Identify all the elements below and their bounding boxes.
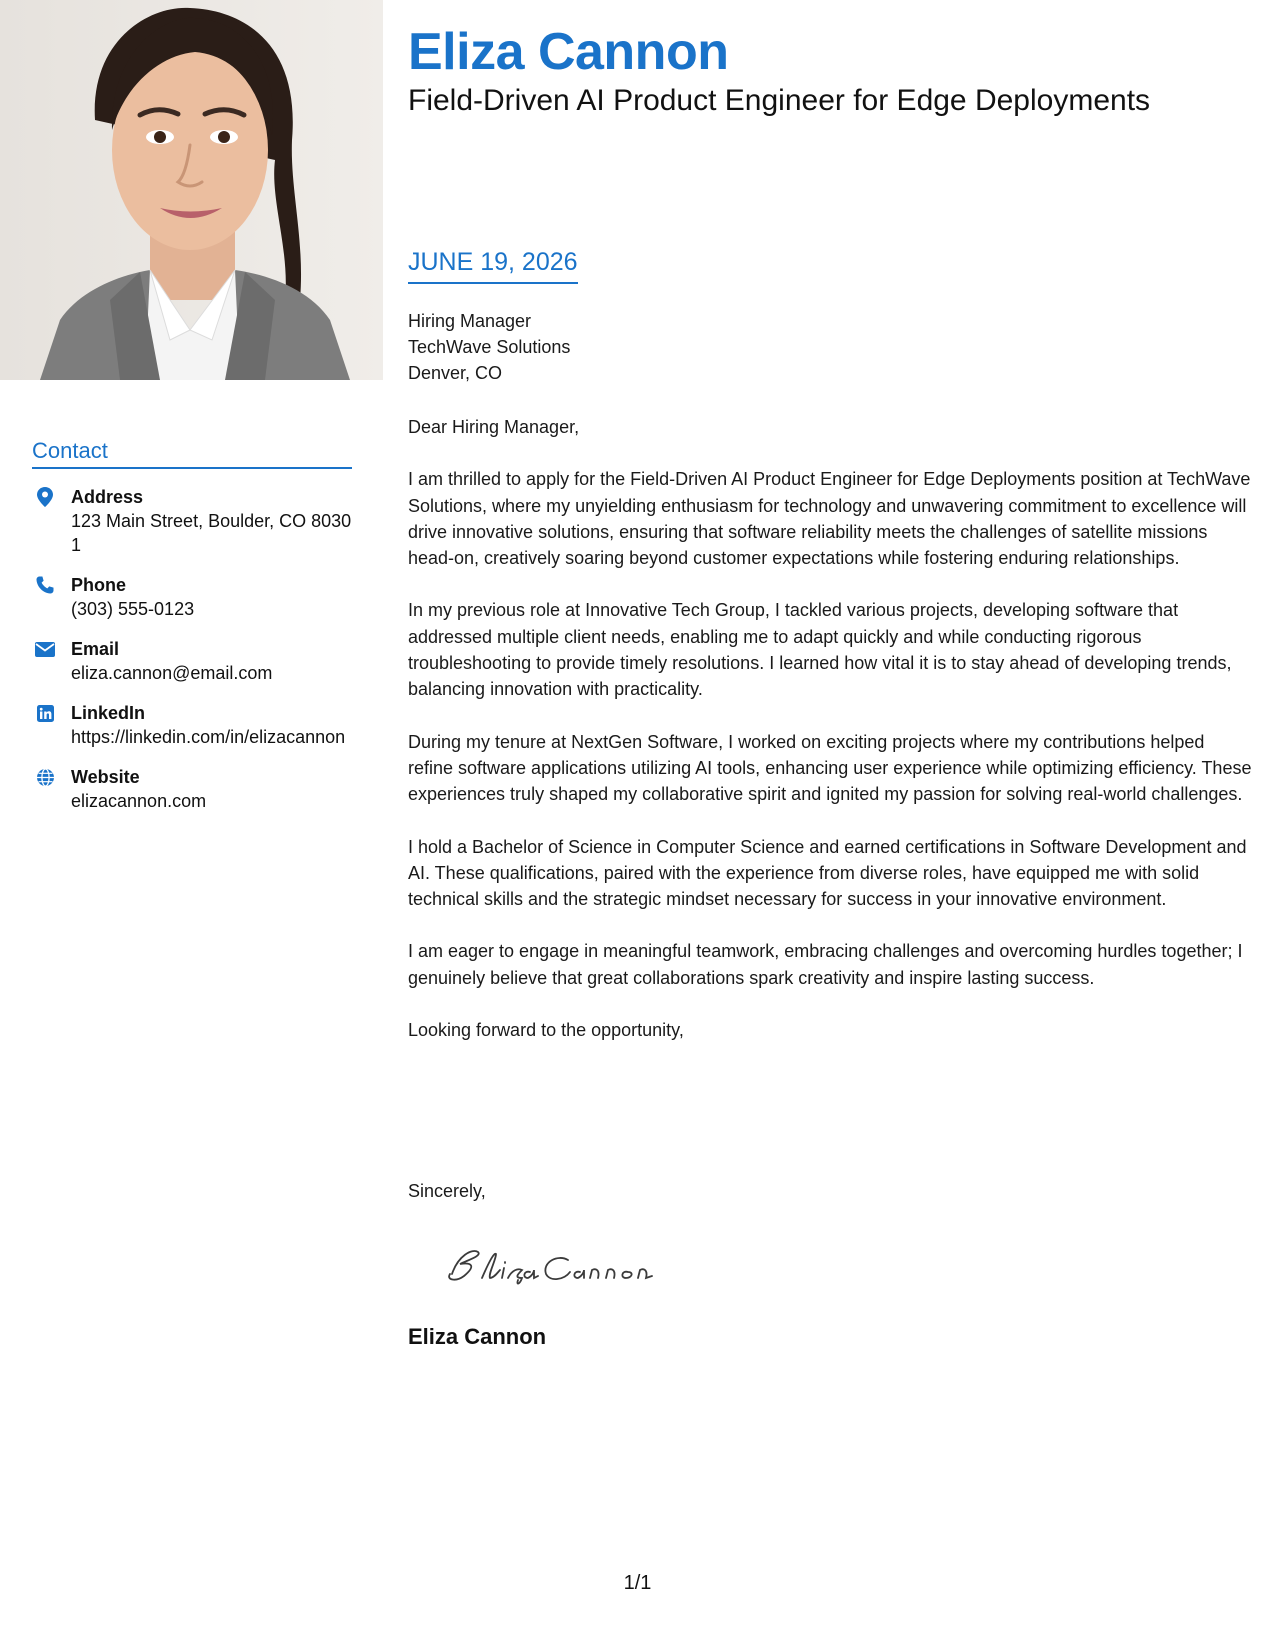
linkedin-value[interactable]: https://linkedin.com/in/elizacannon — [71, 727, 346, 747]
body-paragraph: I am thrilled to apply for the Field-Driven AI Product Engineer for Edge Deployments position at TechWave Solutions, where my unyielding enthusiasm for technology and unwavering commitment to excellence will drive innovative solutions, ensuring that software reliability meets the challenges of satellite missions head-on, creatively soaring beyond customer expectations while fostering enduring relationships. — [408, 469, 1251, 569]
contact-item-website — [32, 765, 352, 813]
closing: Sincerely, — [408, 1181, 486, 1201]
contact-item-phone — [32, 573, 352, 621]
map-pin-icon — [35, 487, 55, 507]
address-value: 123 Main Street, Boulder, CO 80301 — [71, 511, 352, 555]
salutation: Dear Hiring Manager, — [408, 417, 580, 437]
body-paragraph: During my tenure at NextGen Software, I worked on exciting projects where my contributions helped refine software applications utilizing AI tools, enhancing user experience while optimizing efficiency. These experiences truly shaped my collaborative spirit and ignited my passion for solving real-world challenges. — [408, 731, 1252, 805]
contact-item-email — [32, 637, 352, 685]
recipient-line: Denver, CO — [408, 363, 503, 383]
profile-photo — [0, 0, 383, 380]
recipient-line: TechWave Solutions — [408, 337, 571, 357]
globe-icon — [35, 767, 55, 787]
website-value[interactable]: elizacannon.com — [71, 791, 207, 811]
body-paragraph: In my previous role at Innovative Tech Group, I tackled various projects, developing software that addressed multiple client needs, enabling me to adapt quickly and while conducting rigorous troubleshooting to provide timely resolutions. I learned how vital it is to stay ahead of developing trends, balancing innovation with practicality. — [408, 600, 1232, 700]
applicant-name: Eliza Cannon — [408, 23, 729, 81]
body-paragraph: Looking forward to the opportunity, — [408, 1020, 684, 1041]
contact-item-address — [32, 485, 352, 557]
portrait-illustration — [0, 0, 383, 380]
recipient-block — [408, 308, 570, 386]
signer-name: Eliza Cannon — [408, 1324, 547, 1349]
email-label: Email — [71, 639, 120, 659]
envelope-icon — [35, 639, 55, 659]
page-number: 1/1 — [623, 1572, 652, 1594]
phone-value: (303) 555-0123 — [71, 599, 195, 619]
email-value[interactable]: eliza.cannon@email.com — [71, 663, 273, 683]
letter-date: JUNE 19, 2026 — [408, 248, 578, 284]
linkedin-label: LinkedIn — [71, 703, 146, 723]
website-label: Website — [71, 767, 140, 787]
job-title: Field-Driven AI Product Engineer for Edge Deployments — [408, 84, 1151, 117]
contact-title: Contact — [32, 438, 352, 469]
phone-icon — [35, 575, 55, 595]
handwritten-signature — [438, 1236, 678, 1296]
body-paragraph: I hold a Bachelor of Science in Computer Science and earned certifications in Software Development and AI. These qualifications, paired with the experience from diverse roles, have equipped me with solid technical skills and the strategic mindset necessary for success in your innovative environment. — [408, 836, 1247, 910]
phone-label: Phone — [71, 575, 127, 595]
body-paragraph: I am eager to engage in meaningful teamwork, embracing challenges and overcoming hurdles together; I genuinely believe that great collaborations spark creativity and inspire lasting success. — [408, 941, 1243, 988]
contact-item-linkedin — [32, 701, 352, 749]
recipient-line: Hiring Manager — [408, 311, 532, 331]
contact-section — [32, 438, 352, 813]
linkedin-icon — [35, 703, 55, 723]
address-label: Address — [71, 487, 144, 507]
letter-body — [408, 414, 1253, 1069]
